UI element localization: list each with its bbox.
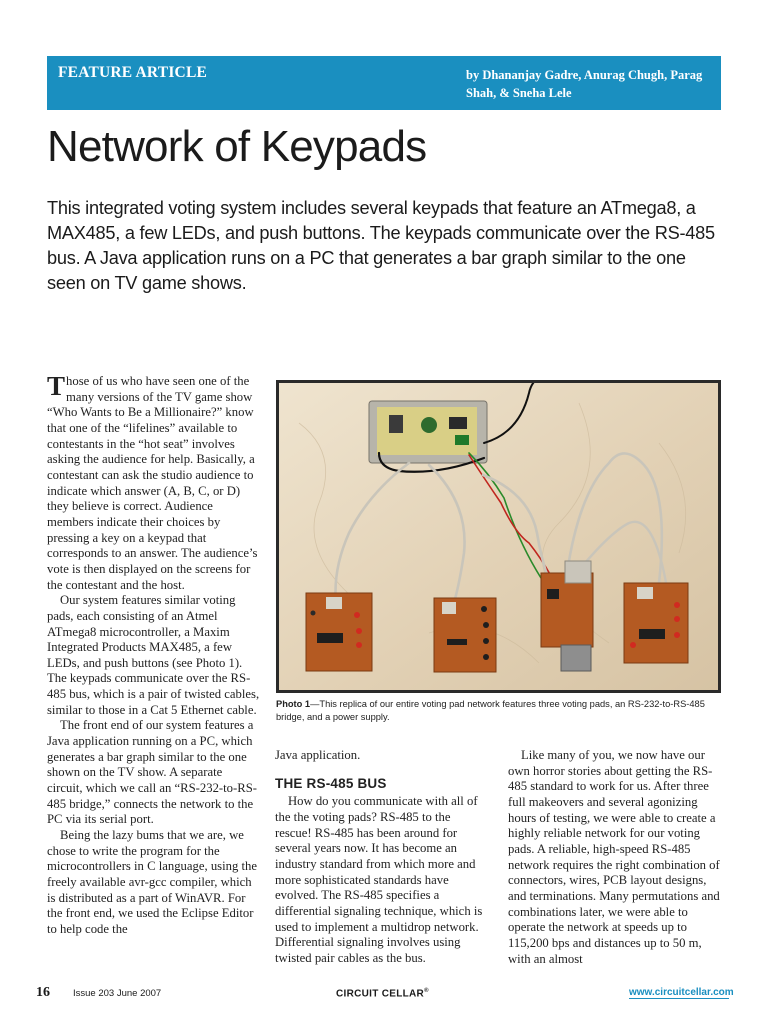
website-link[interactable]: www.circuitcellar.com <box>629 987 734 998</box>
issue-info: Issue 203 June 2007 <box>73 988 162 999</box>
page-number: 16 <box>36 985 50 1000</box>
paragraph: Being the lazy bums that we are, we chose to write the program for the microcontrollers in C language, using the freely available avr-gcc compiler, which is distributed as a part of WinAVR. For the front end, we used the Eclipse Editor to help code the <box>47 828 258 936</box>
byline: by Dhananjay Gadre, Anurag Chugh, Parag Shah, & Sneha Lele <box>466 68 703 100</box>
page-footer <box>0 985 768 1005</box>
photo-caption: Photo 1—This replica of our entire voting pad network features three voting pads, an RS-232-to-RS-485 bridge, and a power supply. <box>276 699 705 722</box>
voting-pad-3 <box>624 583 688 663</box>
magazine-name: CIRCUIT CELLAR® <box>336 988 429 1000</box>
paragraph: Java application. <box>275 748 361 762</box>
body-column-2 <box>275 748 490 967</box>
paragraph: Those of us who have seen one of the many versions of the TV game show “Who Wants to Be a Millionaire?” know that one of the “lifelines” available to contestants in the “hot seat” involves asking the audience for help. Basically, a contestant can ask the studio audience to indicate which answer (A, B, C, or D) they believe is correct. Audience members indicate their choices by pressing a key on a keypad that corresponds to an answer. The audience’s vote is then displayed on the screens for the contestant and the host. <box>47 371 258 592</box>
paragraph: Like many of you, we now have our own horror stories about getting the RS-485 standard to work for us. After three full makeovers and several agonizing hours of testing, we were able to create a highly reliable network for our voting pads. A reliable, high-speed RS-485 network requires the right combination of connectors, wires, PCB layout designs, and terminations. Many permutations and combinations later, we were able to operate the network at speeds up to 115,200 bps and distances up to 50 m, with an almost <box>508 748 720 966</box>
body-column-3 <box>508 748 721 967</box>
paragraph: Our system features similar voting pads, each consisting of an Atmel ATmega8 microcontroller, a Maxim Integrated Products MAX485, a few LEDs, and push buttons (see Photo 1). The keypads communicate over the RS-485 bus, which is a pair of twisted cables, similar to those in a Cat 5 Ethernet cable. <box>47 593 260 717</box>
section-heading: THE RS-485 BUS <box>275 775 387 791</box>
paragraph: The front end of our system features a Java application running on a PC, which generates a bar graph similar to the one shown on the TV show. A separate circuit, which we call an “RS-232-to-RS-485 bridge,” connects the network to the PC via its serial port. <box>47 718 257 827</box>
body-column-1 <box>47 371 260 938</box>
voting-pad-2 <box>434 598 496 672</box>
paragraph: How do you communicate with all of the the voting pads? RS-485 to the rescue! RS-485 has been around for several years now. It has become an industry standard from which more and more sophisticated standards have evolved. The RS-485 specifies a differential signaling technique, which is used to implement a multidrop network. Differential signaling involves using twisted pair cables as the bus. <box>275 794 483 965</box>
drop-cap: T <box>47 371 66 401</box>
header-banner <box>47 56 721 110</box>
article-title: Network of Keypads <box>47 122 427 171</box>
article-deck: This integrated voting system includes several keypads that feature an ATmega8, a MAX485, a few LEDs, and push buttons. The keypads communicate over the RS-485 bus. A Java application runs on a PC that generates a bar graph similar to the one seen on TV game shows. <box>47 198 715 293</box>
voting-pad-1 <box>306 593 372 671</box>
caption-label: Photo 1 <box>276 699 311 709</box>
photo-voting-pad-network <box>276 380 721 693</box>
section-kicker: FEATURE ARTICLE <box>58 64 208 81</box>
